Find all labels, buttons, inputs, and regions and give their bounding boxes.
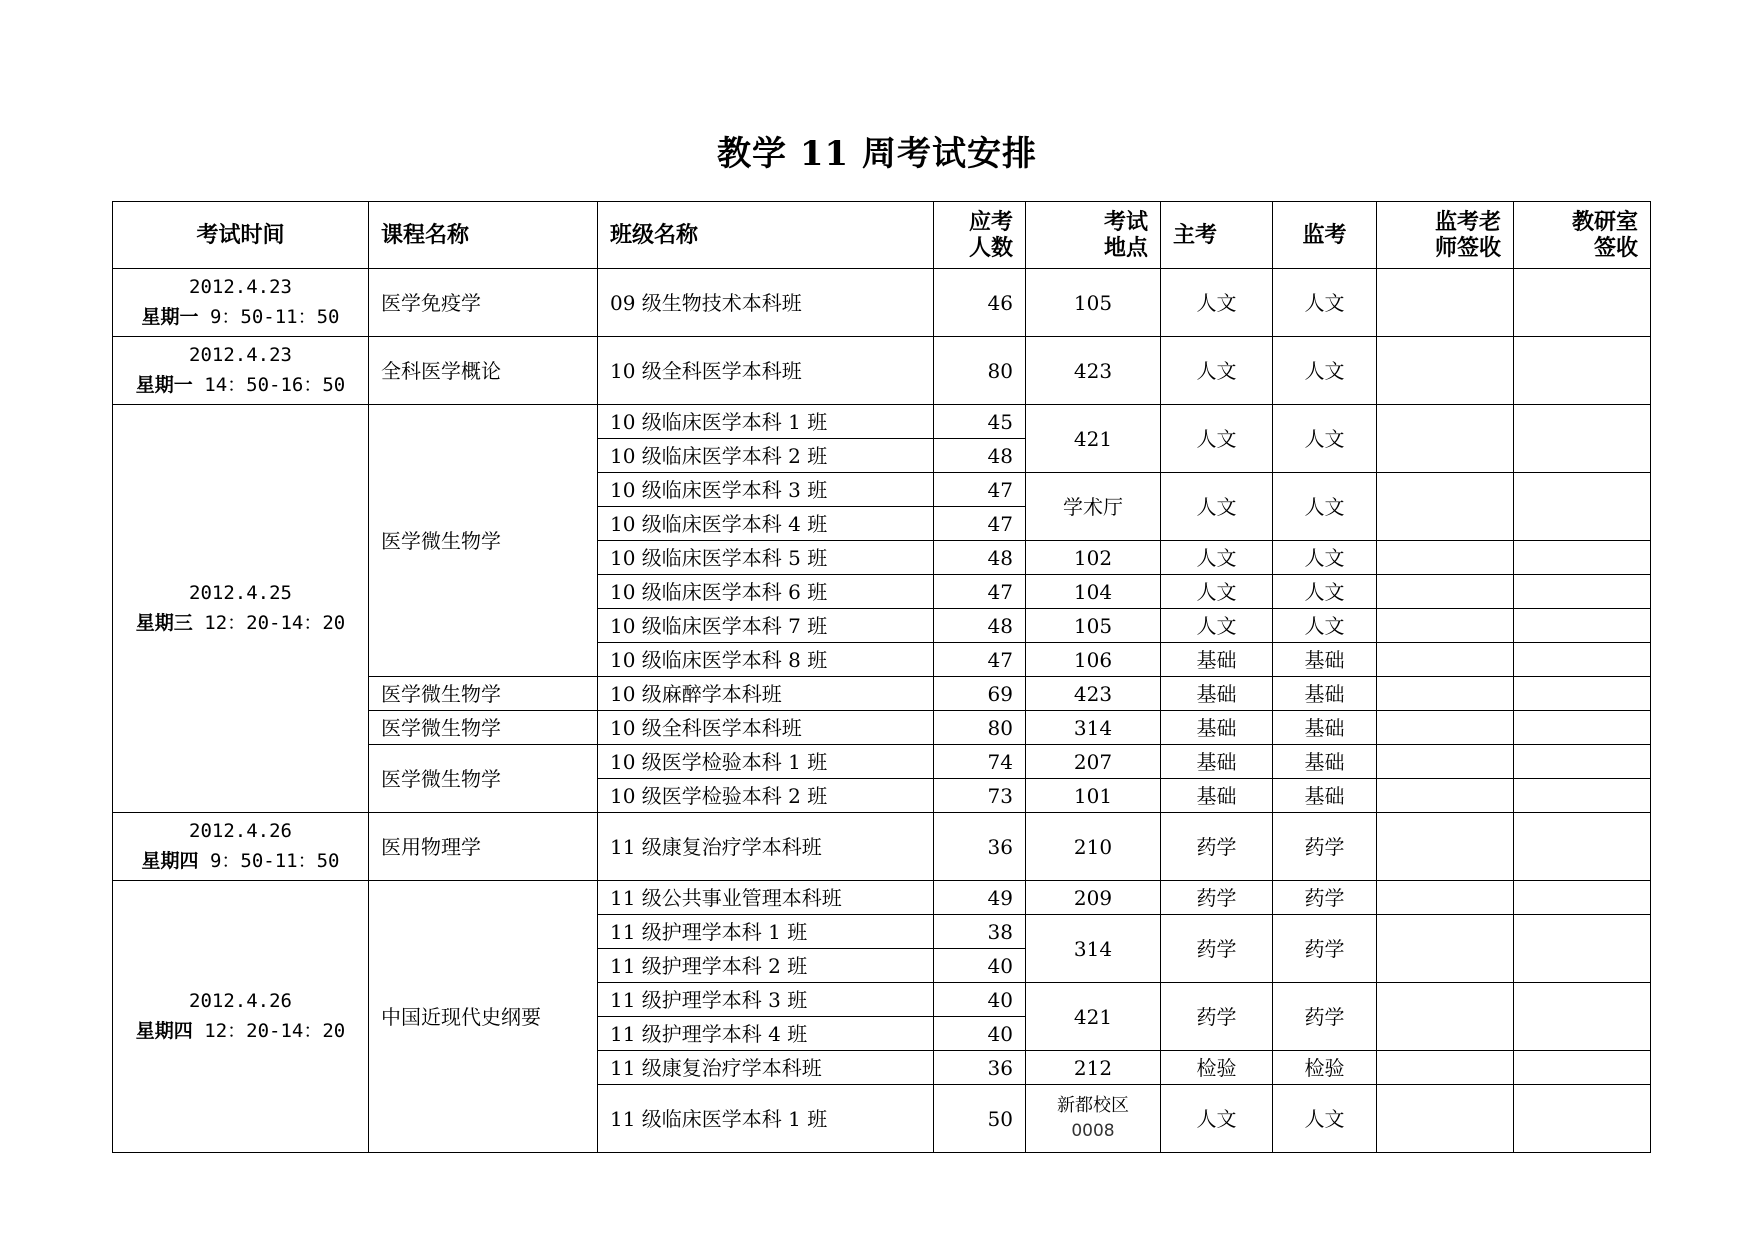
table-row <box>113 813 1651 881</box>
class-name: 11 级护理学本科 3 班 <box>598 983 934 1017</box>
student-count: 40 <box>934 983 1026 1017</box>
proctor: 基础 <box>1273 745 1377 779</box>
proctor-signature-cell <box>1377 269 1514 337</box>
student-count: 47 <box>934 473 1026 507</box>
proctor: 基础 <box>1273 643 1377 677</box>
office-signature-cell <box>1514 881 1651 915</box>
class-name: 10 级临床医学本科 1 班 <box>598 405 934 439</box>
student-count: 80 <box>934 337 1026 405</box>
proctor-signature-cell <box>1377 745 1514 779</box>
exam-date: 2012.4.25 <box>189 582 292 605</box>
student-count: 40 <box>934 1017 1026 1051</box>
office-signature-cell <box>1514 609 1651 643</box>
chief-examiner: 人文 <box>1161 1085 1273 1153</box>
student-count: 45 <box>934 405 1026 439</box>
header-proctor: 监考 <box>1273 202 1377 269</box>
exam-location: 210 <box>1026 813 1161 881</box>
office-signature-cell <box>1514 1085 1651 1153</box>
student-count: 69 <box>934 677 1026 711</box>
table-row <box>113 405 1651 439</box>
office-signature-cell <box>1514 473 1651 541</box>
class-name: 11 级康复治疗学本科班 <box>598 1051 934 1085</box>
exam-weekday: 星期一 <box>135 373 193 396</box>
class-name: 10 级医学检验本科 1 班 <box>598 745 934 779</box>
office-signature-cell <box>1514 915 1651 983</box>
office-signature-cell <box>1514 541 1651 575</box>
course-name: 医学免疫学 <box>369 269 598 337</box>
proctor-signature-cell <box>1377 677 1514 711</box>
exam-time: 9：50-11：50 <box>209 305 340 328</box>
student-count: 49 <box>934 881 1026 915</box>
exam-location: 421 <box>1026 405 1161 473</box>
proctor-signature-cell <box>1377 915 1514 983</box>
proctor: 人文 <box>1273 575 1377 609</box>
proctor-signature-cell <box>1377 541 1514 575</box>
class-name: 11 级康复治疗学本科班 <box>598 813 934 881</box>
header-exam-time: 考试时间 <box>113 202 369 269</box>
exam-schedule-table <box>112 201 1651 1153</box>
course-name: 医用物理学 <box>369 813 598 881</box>
student-count: 47 <box>934 643 1026 677</box>
header-place-line2: 地点 <box>1103 235 1148 261</box>
proctor-signature-cell <box>1377 575 1514 609</box>
exam-time: 12：20-14：20 <box>204 1019 346 1042</box>
course-name: 中国近现代史纲要 <box>369 881 598 1153</box>
exam-date: 2012.4.23 <box>189 276 292 299</box>
header-sign1-line2: 师签收 <box>1434 235 1501 261</box>
proctor-signature-cell <box>1377 643 1514 677</box>
header-course-name: 课程名称 <box>369 202 598 269</box>
chief-examiner: 基础 <box>1161 745 1273 779</box>
class-name: 10 级临床医学本科 6 班 <box>598 575 934 609</box>
exam-location: 207 <box>1026 745 1161 779</box>
exam-location: 314 <box>1026 711 1161 745</box>
class-name: 11 级护理学本科 4 班 <box>598 1017 934 1051</box>
proctor: 人文 <box>1273 269 1377 337</box>
header-proctor-signature <box>1377 202 1514 269</box>
proctor: 人文 <box>1273 473 1377 541</box>
class-name: 10 级临床医学本科 3 班 <box>598 473 934 507</box>
proctor: 人文 <box>1273 405 1377 473</box>
class-name: 09 级生物技术本科班 <box>598 269 934 337</box>
exam-location: 101 <box>1026 779 1161 813</box>
office-signature-cell <box>1514 337 1651 405</box>
exam-time-cell <box>113 269 369 337</box>
student-count: 47 <box>934 575 1026 609</box>
exam-time: 9：50-11：50 <box>209 849 340 872</box>
student-count: 80 <box>934 711 1026 745</box>
class-name: 10 级临床医学本科 7 班 <box>598 609 934 643</box>
exam-date: 2012.4.23 <box>189 344 292 367</box>
course-name: 医学微生物学 <box>369 745 598 813</box>
student-count: 36 <box>934 813 1026 881</box>
class-name: 10 级全科医学本科班 <box>598 337 934 405</box>
class-name: 10 级临床医学本科 5 班 <box>598 541 934 575</box>
chief-examiner: 药学 <box>1161 915 1273 983</box>
chief-examiner: 人文 <box>1161 575 1273 609</box>
student-count: 74 <box>934 745 1026 779</box>
exam-weekday: 星期四 <box>135 1019 193 1042</box>
proctor: 基础 <box>1273 779 1377 813</box>
proctor-signature-cell <box>1377 983 1514 1051</box>
class-name: 10 级临床医学本科 2 班 <box>598 439 934 473</box>
class-name: 10 级临床医学本科 4 班 <box>598 507 934 541</box>
proctor-signature-cell <box>1377 813 1514 881</box>
exam-weekday: 星期三 <box>135 611 193 634</box>
student-count: 50 <box>934 1085 1026 1153</box>
chief-examiner: 基础 <box>1161 677 1273 711</box>
chief-examiner: 人文 <box>1161 405 1273 473</box>
chief-examiner: 药学 <box>1161 881 1273 915</box>
proctor: 药学 <box>1273 983 1377 1051</box>
office-signature-cell <box>1514 575 1651 609</box>
course-name: 医学微生物学 <box>369 677 598 711</box>
office-signature-cell <box>1514 405 1651 473</box>
exam-time-cell <box>113 337 369 405</box>
location-room: 0008 <box>1071 1121 1115 1142</box>
exam-time-cell <box>113 881 369 1153</box>
course-name: 医学微生物学 <box>369 711 598 745</box>
proctor-signature-cell <box>1377 337 1514 405</box>
chief-examiner: 基础 <box>1161 643 1273 677</box>
student-count: 40 <box>934 949 1026 983</box>
chief-examiner: 检验 <box>1161 1051 1273 1085</box>
exam-time-cell <box>113 405 369 813</box>
exam-location: 212 <box>1026 1051 1161 1085</box>
exam-location: 423 <box>1026 337 1161 405</box>
office-signature-cell <box>1514 983 1651 1051</box>
header-chief-examiner: 主考 <box>1161 202 1273 269</box>
proctor: 人文 <box>1273 541 1377 575</box>
exam-date: 2012.4.26 <box>189 820 292 843</box>
chief-examiner: 人文 <box>1161 609 1273 643</box>
office-signature-cell <box>1514 711 1651 745</box>
student-count: 48 <box>934 609 1026 643</box>
class-name: 11 级护理学本科 2 班 <box>598 949 934 983</box>
exam-location: 102 <box>1026 541 1161 575</box>
student-count: 46 <box>934 269 1026 337</box>
student-count: 38 <box>934 915 1026 949</box>
student-count: 36 <box>934 1051 1026 1085</box>
proctor: 检验 <box>1273 1051 1377 1085</box>
chief-examiner: 人文 <box>1161 269 1273 337</box>
header-sign2-line2: 签收 <box>1593 235 1638 261</box>
class-name: 11 级公共事业管理本科班 <box>598 881 934 915</box>
exam-weekday: 星期四 <box>141 849 199 872</box>
office-signature-cell <box>1514 643 1651 677</box>
chief-examiner: 药学 <box>1161 813 1273 881</box>
class-name: 11 级护理学本科 1 班 <box>598 915 934 949</box>
header-count-line1: 应考 <box>968 208 1013 235</box>
office-signature-cell <box>1514 813 1651 881</box>
header-row <box>113 202 1651 269</box>
table-row <box>113 881 1651 915</box>
page-title: 教学 11 周考试安排 <box>717 134 1037 174</box>
proctor: 基础 <box>1273 711 1377 745</box>
class-name: 10 级全科医学本科班 <box>598 711 934 745</box>
proctor-signature-cell <box>1377 609 1514 643</box>
chief-examiner: 人文 <box>1161 337 1273 405</box>
office-signature-cell <box>1514 1051 1651 1085</box>
proctor-signature-cell <box>1377 779 1514 813</box>
location-campus: 新都校区 <box>1057 1095 1129 1116</box>
proctor: 药学 <box>1273 813 1377 881</box>
chief-examiner: 基础 <box>1161 711 1273 745</box>
proctor: 人文 <box>1273 337 1377 405</box>
exam-location: 423 <box>1026 677 1161 711</box>
proctor-signature-cell <box>1377 473 1514 541</box>
exam-location: 209 <box>1026 881 1161 915</box>
class-name: 10 级麻醉学本科班 <box>598 677 934 711</box>
header-office-signature <box>1514 202 1651 269</box>
header-place-line1: 考试 <box>1103 208 1148 235</box>
office-signature-cell <box>1514 269 1651 337</box>
course-name: 全科医学概论 <box>369 337 598 405</box>
exam-location <box>1026 1085 1161 1153</box>
table-row <box>113 269 1651 337</box>
proctor: 药学 <box>1273 915 1377 983</box>
exam-location: 学术厅 <box>1026 473 1161 541</box>
class-name: 11 级临床医学本科 1 班 <box>598 1085 934 1153</box>
header-sign2-line1: 教研室 <box>1571 208 1638 235</box>
chief-examiner: 人文 <box>1161 541 1273 575</box>
chief-examiner: 药学 <box>1161 983 1273 1051</box>
exam-time: 14：50-16：50 <box>204 373 346 396</box>
chief-examiner: 人文 <box>1161 473 1273 541</box>
header-exam-location <box>1026 202 1161 269</box>
header-class-name: 班级名称 <box>598 202 934 269</box>
proctor: 基础 <box>1273 677 1377 711</box>
exam-location: 105 <box>1026 609 1161 643</box>
exam-location: 421 <box>1026 983 1161 1051</box>
header-sign1-line1: 监考老 <box>1434 208 1501 235</box>
office-signature-cell <box>1514 779 1651 813</box>
proctor: 药学 <box>1273 881 1377 915</box>
header-student-count <box>934 202 1026 269</box>
office-signature-cell <box>1514 745 1651 779</box>
office-signature-cell <box>1514 677 1651 711</box>
exam-time-cell <box>113 813 369 881</box>
chief-examiner: 基础 <box>1161 779 1273 813</box>
proctor-signature-cell <box>1377 1085 1514 1153</box>
proctor-signature-cell <box>1377 1051 1514 1085</box>
proctor: 人文 <box>1273 609 1377 643</box>
student-count: 48 <box>934 439 1026 473</box>
exam-location: 314 <box>1026 915 1161 983</box>
exam-date: 2012.4.26 <box>189 990 292 1013</box>
exam-weekday: 星期一 <box>141 305 199 328</box>
class-name: 10 级医学检验本科 2 班 <box>598 779 934 813</box>
table-row <box>113 337 1651 405</box>
proctor-signature-cell <box>1377 405 1514 473</box>
proctor-signature-cell <box>1377 711 1514 745</box>
proctor-signature-cell <box>1377 881 1514 915</box>
exam-location: 106 <box>1026 643 1161 677</box>
exam-location: 104 <box>1026 575 1161 609</box>
student-count: 47 <box>934 507 1026 541</box>
header-count-line2: 人数 <box>968 235 1013 261</box>
class-name: 10 级临床医学本科 8 班 <box>598 643 934 677</box>
exam-time: 12：20-14：20 <box>204 611 346 634</box>
course-name: 医学微生物学 <box>369 405 598 677</box>
student-count: 73 <box>934 779 1026 813</box>
student-count: 48 <box>934 541 1026 575</box>
proctor: 人文 <box>1273 1085 1377 1153</box>
exam-location: 105 <box>1026 269 1161 337</box>
